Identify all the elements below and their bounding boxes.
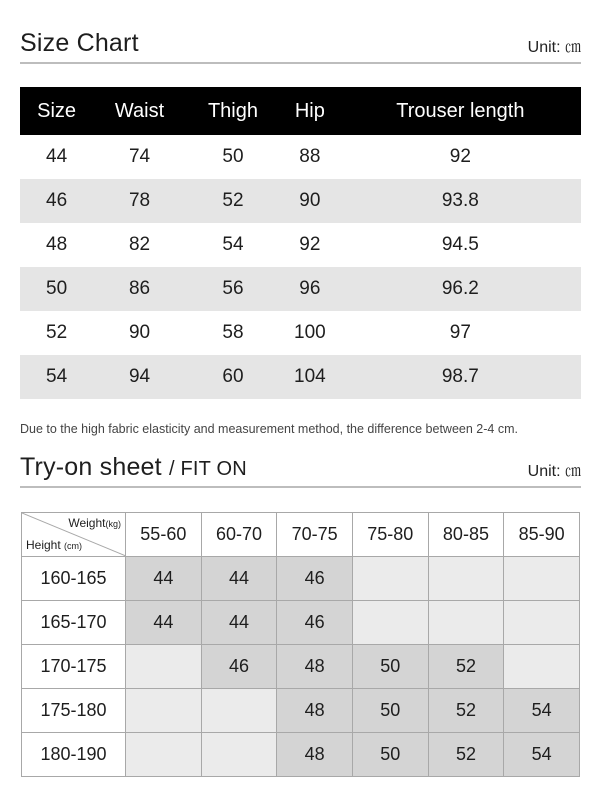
- table-cell: 92: [449, 146, 471, 167]
- weight-column-header: 75-80: [352, 513, 428, 557]
- size-cell: [504, 601, 580, 645]
- table-row: [20, 267, 581, 311]
- column-header-hip: Hip: [280, 87, 340, 135]
- size-chart-header-row: [20, 87, 581, 135]
- table-cell: 96: [280, 267, 340, 311]
- height-row-label: 170-175: [22, 645, 126, 689]
- table-cell: 52: [46, 322, 68, 343]
- table-cell: 50: [222, 146, 244, 167]
- corner-cell: [22, 513, 126, 557]
- try-on-table: [21, 512, 580, 777]
- size-cell: [504, 557, 580, 601]
- size-chart-title: Size Chart: [20, 29, 139, 57]
- size-cell: 54: [504, 733, 580, 777]
- size-cell: [352, 557, 428, 601]
- table-row: [20, 179, 581, 223]
- try-on-header: [20, 452, 581, 488]
- size-cell: 52: [428, 733, 504, 777]
- height-unit: (cm): [64, 541, 83, 551]
- table-cell: 90: [128, 322, 151, 343]
- size-cell: 44: [201, 601, 277, 645]
- weight-label: Weight: [68, 516, 106, 530]
- size-cell: 52: [428, 645, 504, 689]
- height-row-label: 180-190: [22, 733, 126, 777]
- table-cell: 94.5: [441, 234, 479, 255]
- size-chart-table: [20, 87, 581, 399]
- table-cell: 88: [299, 146, 321, 167]
- height-axis-label: [26, 538, 82, 552]
- size-cell: [126, 689, 202, 733]
- table-cell: 90: [280, 179, 340, 223]
- size-cell: 50: [352, 733, 428, 777]
- table-cell: 97: [449, 322, 471, 343]
- column-header-thigh: Thigh: [186, 87, 280, 135]
- size-cell: 50: [352, 645, 428, 689]
- size-cell: 44: [126, 557, 202, 601]
- weight-column-header: 70-75: [277, 513, 353, 557]
- table-cell: 104: [280, 355, 340, 399]
- size-cell: [201, 689, 277, 733]
- try-on-title: [20, 453, 247, 482]
- table-cell: 93.8: [340, 179, 581, 223]
- table-row: [20, 311, 581, 355]
- table-cell: 82: [128, 234, 151, 255]
- size-cell: 46: [277, 557, 353, 601]
- table-cell: 98.7: [340, 355, 581, 399]
- try-on-title-suffix: / FIT ON: [168, 458, 247, 480]
- try-on-unit: Unit: ㎝: [527, 463, 581, 480]
- table-row: [22, 557, 580, 601]
- size-cell: [428, 601, 504, 645]
- table-row: [20, 135, 581, 179]
- table-row: [20, 223, 581, 267]
- table-cell: 96.2: [340, 267, 581, 311]
- table-cell: 92: [299, 234, 321, 255]
- table-cell: 56: [186, 267, 280, 311]
- size-cell: 44: [201, 557, 277, 601]
- weight-column-header: 80-85: [428, 513, 504, 557]
- size-cell: [428, 557, 504, 601]
- table-cell: 74: [128, 146, 151, 167]
- size-cell: [126, 733, 202, 777]
- table-cell: 54: [222, 234, 244, 255]
- size-chart-unit: Unit: ㎝: [527, 39, 581, 56]
- height-row-label: 165-170: [22, 601, 126, 645]
- table-cell: 44: [46, 146, 68, 167]
- size-chart-header: [20, 28, 581, 64]
- table-cell: 86: [93, 267, 186, 311]
- size-cell: 44: [126, 601, 202, 645]
- size-cell: 46: [277, 601, 353, 645]
- size-cell: 54: [504, 689, 580, 733]
- height-label: Height: [26, 538, 61, 552]
- size-cell: [352, 601, 428, 645]
- table-row: [22, 645, 580, 689]
- table-cell: 52: [186, 179, 280, 223]
- table-cell: 78: [93, 179, 186, 223]
- table-cell: 50: [20, 267, 93, 311]
- table-row: [20, 355, 581, 399]
- table-row: [22, 689, 580, 733]
- table-cell: 58: [222, 322, 244, 343]
- size-cell: [504, 645, 580, 689]
- size-cell: 50: [352, 689, 428, 733]
- table-cell: 94: [93, 355, 186, 399]
- height-row-label: 175-180: [22, 689, 126, 733]
- column-header-waist: Waist: [93, 87, 186, 135]
- table-cell: 100: [294, 322, 326, 343]
- weight-column-header: 85-90: [504, 513, 580, 557]
- size-cell: 52: [428, 689, 504, 733]
- weight-axis-label: [68, 516, 121, 530]
- size-cell: 48: [277, 689, 353, 733]
- table-row: [22, 733, 580, 777]
- size-cell: 46: [201, 645, 277, 689]
- table-cell: 54: [20, 355, 93, 399]
- measurement-note: Due to the high fabric elasticity and measurement method, the difference between 2-4 cm.: [20, 422, 518, 436]
- try-on-title-main: Try-on sheet: [20, 453, 162, 481]
- size-cell: [126, 645, 202, 689]
- try-on-header-row: [22, 513, 580, 557]
- height-row-label: 160-165: [22, 557, 126, 601]
- weight-column-header: 55-60: [126, 513, 202, 557]
- column-header-trouser-length: Trouser length: [340, 87, 581, 135]
- weight-column-header: 60-70: [201, 513, 277, 557]
- size-cell: 48: [277, 645, 353, 689]
- table-cell: 48: [46, 234, 68, 255]
- table-row: [22, 601, 580, 645]
- size-cell: 48: [277, 733, 353, 777]
- size-cell: [201, 733, 277, 777]
- column-header-size: Size: [20, 87, 93, 135]
- weight-unit: (kg): [105, 519, 121, 529]
- table-cell: 60: [186, 355, 280, 399]
- table-cell: 46: [20, 179, 93, 223]
